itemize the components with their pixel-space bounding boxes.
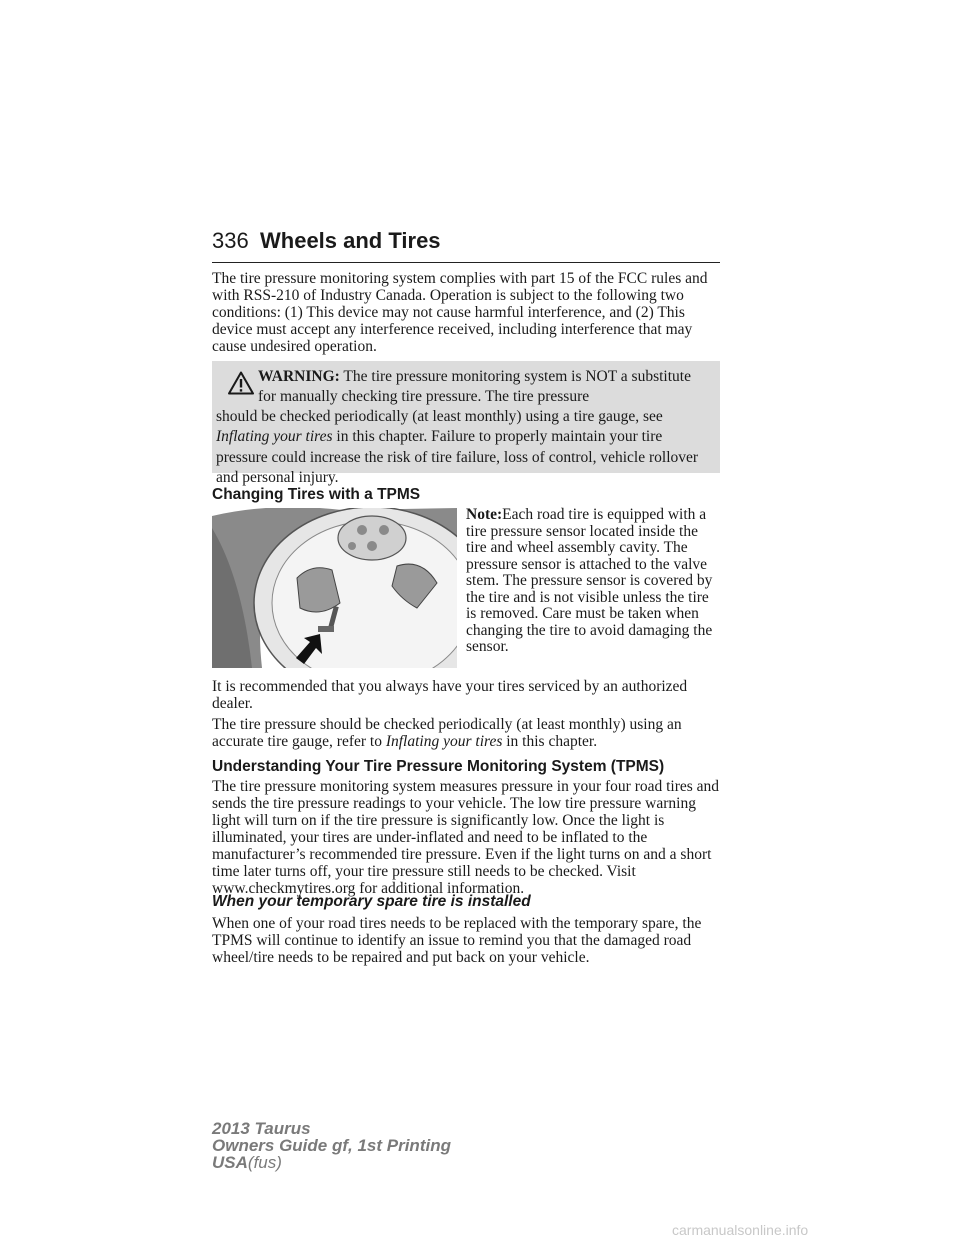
dealer-service-paragraph: It is recommended that you always have your tires serviced by an authorized dealer.: [212, 678, 688, 712]
footer-region-bold: USA: [212, 1153, 248, 1172]
fcc-paragraph: The tire pressure monitoring system complies with part 15 of the FCC rules and with RSS-210 of Industry Canada. Operation is subject to the following two conditions: (1) This device may not cause harmful interference, and (2) This device must accept any interference received, including interference that may cause undesired operation.: [212, 270, 708, 355]
warning-line1: The tire pressure monitoring system is NOT a substitute for manually checking tire pressure. The tire pressure: [258, 368, 691, 406]
inflating-tires-reference-2: Inflating your tires: [385, 733, 503, 750]
warning-label: WARNING:: [258, 368, 340, 385]
note-label: Note:: [466, 506, 503, 523]
tire-valve-stem-illustration: [212, 508, 457, 668]
spare-tire-heading: When your temporary spare tire is installed: [212, 893, 531, 910]
page-header: [212, 228, 720, 263]
section-title: Wheels and Tires: [260, 228, 441, 253]
pressure-check-text-a: The tire pressure should be checked periodically (at least monthly) using an accurate tire gauge, refer to: [212, 716, 682, 750]
footer-region-code: (fus): [247, 1153, 282, 1172]
warning-first-lines: [258, 367, 710, 408]
page-footer: [212, 1120, 451, 1171]
understanding-tpms-heading: Understanding Your Tire Pressure Monitoring System (TPMS): [212, 758, 665, 775]
warning-triangle-icon: [228, 371, 254, 395]
warning-box: [212, 361, 720, 487]
sensor-note: [466, 507, 722, 656]
footer-guide: Owners Guide gf, 1st Printing: [212, 1136, 451, 1155]
watermark: carmanualsonline.info: [672, 1222, 809, 1238]
warning-rest-a: should be checked periodically (at least monthly) using a tire gauge, see: [216, 408, 663, 425]
spare-tire-paragraph: When one of your road tires needs to be replaced with the temporary spare, the TPMS will continue to identify an issue to remind you that the damaged road wheel/tire needs to be repaired and put back on your vehicle.: [212, 915, 702, 966]
note-body: Each road tire is equipped with a tire pressure sensor located inside the tire and wheel assembly cavity. The pressure sensor is attached to the valve stem. The pressure sensor is covered by the tire and is not visible unless the tire is removed. Care must be taken when changing the tire to avoid damaging the sensor.: [466, 506, 713, 655]
warning-rest-b: in this chapter. Failure to properly maintain your tire pressure could increase the risk of tire failure, loss of control, vehicle rollover and personal injury.: [216, 428, 699, 487]
page-number: 336: [212, 228, 249, 253]
understanding-tpms-paragraph: The tire pressure monitoring system measures pressure in your four road tires and sends the tire pressure readings to your vehicle. The low tire pressure warning light will turn on if the tire pressure is significantly low. Once the light is illuminated, your tires are under-inflated and need to be inflated to the manufacturer’s recommended tire pressure. Even if the light turns on and a short time later turns off, your tire pressure still needs to be checked. Visit www.checkmytires.org for additional information.: [212, 778, 720, 897]
pressure-check-text-b: in this chapter.: [502, 733, 598, 750]
changing-tires-heading: Changing Tires with a TPMS: [212, 486, 421, 503]
pressure-check-paragraph: [212, 716, 720, 750]
footer-model: 2013 Taurus: [212, 1119, 311, 1138]
warning-body: [216, 407, 716, 489]
footer-region: [212, 1154, 451, 1171]
inflating-tires-reference: Inflating your tires: [216, 428, 333, 446]
